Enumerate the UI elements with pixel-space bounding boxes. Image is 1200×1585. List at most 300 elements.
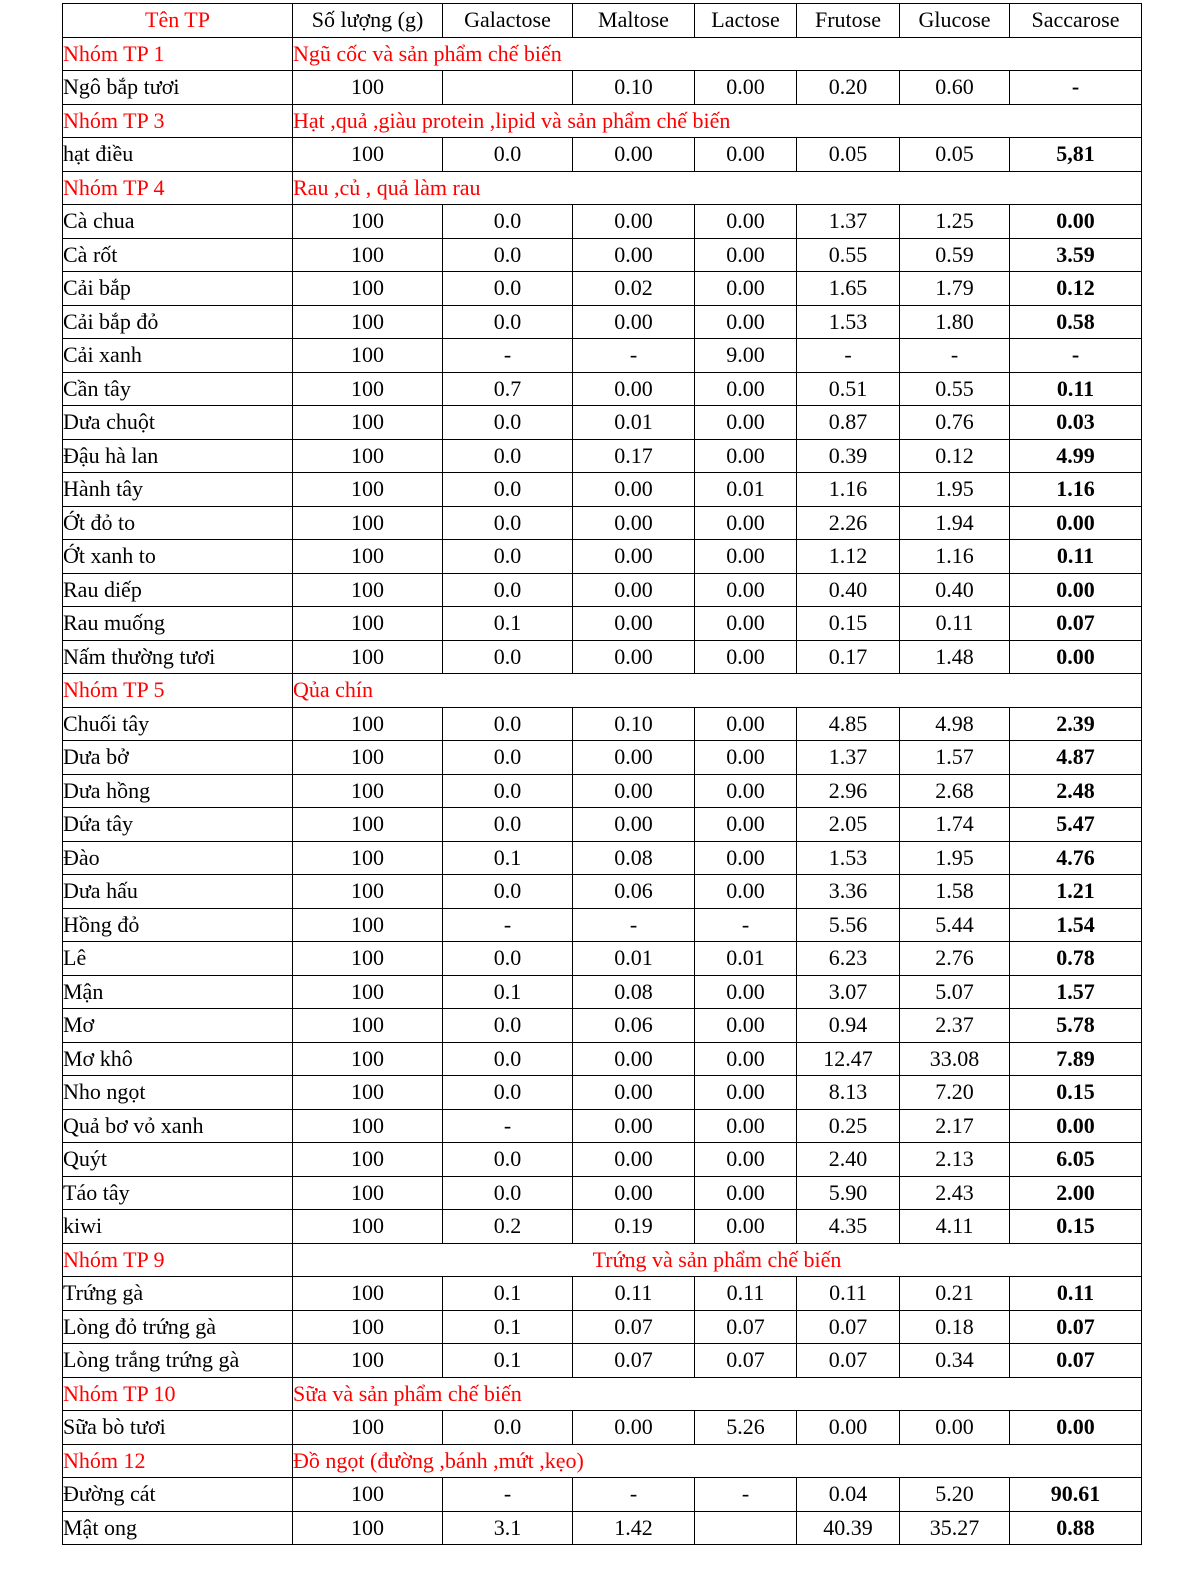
table-row: [63, 774, 1142, 808]
header-glucose: Glucose: [900, 4, 1010, 38]
food-name: Nấm thường tươi: [63, 640, 293, 674]
food-name: Đào: [63, 841, 293, 875]
group-name: Nhóm TP 5: [63, 674, 293, 708]
saccarose-cell: 0.00: [1010, 1109, 1142, 1143]
quantity-cell: 100: [293, 908, 443, 942]
glucose-cell: 1.94: [900, 506, 1010, 540]
header-frutose: Frutose: [797, 4, 900, 38]
glucose-cell: 0.40: [900, 573, 1010, 607]
galactose-cell: 0.1: [443, 1344, 573, 1378]
saccarose-cell: 0.78: [1010, 942, 1142, 976]
table-row: [63, 808, 1142, 842]
frutose-cell: 4.35: [797, 1210, 900, 1244]
quantity-cell: 100: [293, 1109, 443, 1143]
table-row: [63, 1310, 1142, 1344]
quantity-cell: 100: [293, 707, 443, 741]
table-row: [63, 506, 1142, 540]
maltose-cell: 0.00: [573, 1109, 695, 1143]
quantity-cell: 100: [293, 540, 443, 574]
glucose-cell: 7.20: [900, 1076, 1010, 1110]
food-name: Rau diếp: [63, 573, 293, 607]
quantity-cell: 100: [293, 1310, 443, 1344]
quantity-cell: 100: [293, 841, 443, 875]
saccarose-cell: 0.07: [1010, 1344, 1142, 1378]
frutose-cell: 6.23: [797, 942, 900, 976]
galactose-cell: -: [443, 1109, 573, 1143]
food-name: Mơ khô: [63, 1042, 293, 1076]
galactose-cell: 0.0: [443, 238, 573, 272]
glucose-cell: 2.37: [900, 1009, 1010, 1043]
galactose-cell: 0.0: [443, 272, 573, 306]
frutose-cell: 0.00: [797, 1411, 900, 1445]
maltose-cell: 0.00: [573, 305, 695, 339]
frutose-cell: 1.12: [797, 540, 900, 574]
glucose-cell: 0.60: [900, 71, 1010, 105]
maltose-cell: -: [573, 1478, 695, 1512]
lactose-cell: 0.00: [695, 741, 797, 775]
glucose-cell: 4.11: [900, 1210, 1010, 1244]
lactose-cell: -: [695, 1478, 797, 1512]
glucose-cell: -: [900, 339, 1010, 373]
food-name: Hành tây: [63, 473, 293, 507]
table-row: [63, 1076, 1142, 1110]
glucose-cell: 4.98: [900, 707, 1010, 741]
galactose-cell: 3.1: [443, 1511, 573, 1545]
maltose-cell: 0.00: [573, 741, 695, 775]
frutose-cell: 0.05: [797, 138, 900, 172]
frutose-cell: -: [797, 339, 900, 373]
galactose-cell: 0.0: [443, 1411, 573, 1445]
food-name: Cải bắp: [63, 272, 293, 306]
food-name: Quả bơ vỏ xanh: [63, 1109, 293, 1143]
glucose-cell: 5.44: [900, 908, 1010, 942]
maltose-cell: 1.42: [573, 1511, 695, 1545]
frutose-cell: 2.96: [797, 774, 900, 808]
glucose-cell: 1.58: [900, 875, 1010, 909]
table-row: [63, 1210, 1142, 1244]
galactose-cell: 0.1: [443, 1310, 573, 1344]
header-maltose: Maltose: [573, 4, 695, 38]
food-name: Trứng gà: [63, 1277, 293, 1311]
group-row: [63, 1243, 1142, 1277]
food-name: Lòng đỏ trứng gà: [63, 1310, 293, 1344]
galactose-cell: 0.0: [443, 506, 573, 540]
maltose-cell: 0.01: [573, 942, 695, 976]
glucose-cell: 2.76: [900, 942, 1010, 976]
lactose-cell: 0.00: [695, 406, 797, 440]
table-row: [63, 238, 1142, 272]
maltose-cell: 0.00: [573, 1176, 695, 1210]
quantity-cell: 100: [293, 875, 443, 909]
frutose-cell: 1.16: [797, 473, 900, 507]
maltose-cell: 0.17: [573, 439, 695, 473]
group-description: Đồ ngọt (đường ,bánh ,mứt ,kẹo): [293, 1444, 1142, 1478]
frutose-cell: 4.85: [797, 707, 900, 741]
maltose-cell: 0.07: [573, 1344, 695, 1378]
header-quantity: Số lượng (g): [293, 4, 443, 38]
table-row: [63, 406, 1142, 440]
group-name: Nhóm TP 10: [63, 1377, 293, 1411]
galactose-cell: -: [443, 339, 573, 373]
galactose-cell: 0.0: [443, 640, 573, 674]
frutose-cell: 0.11: [797, 1277, 900, 1311]
lactose-cell: 0.00: [695, 774, 797, 808]
food-name: Hồng đỏ: [63, 908, 293, 942]
saccarose-cell: 0.11: [1010, 372, 1142, 406]
saccarose-cell: 6.05: [1010, 1143, 1142, 1177]
saccarose-cell: 0.07: [1010, 607, 1142, 641]
lactose-cell: 0.00: [695, 1143, 797, 1177]
table-row: [63, 942, 1142, 976]
header-saccarose: Saccarose: [1010, 4, 1142, 38]
lactose-cell: 0.00: [695, 707, 797, 741]
saccarose-cell: 0.12: [1010, 272, 1142, 306]
lactose-cell: 0.01: [695, 473, 797, 507]
quantity-cell: 100: [293, 439, 443, 473]
saccarose-cell: 0.00: [1010, 1411, 1142, 1445]
lactose-cell: 5.26: [695, 1411, 797, 1445]
maltose-cell: 0.00: [573, 473, 695, 507]
quantity-cell: 100: [293, 1176, 443, 1210]
maltose-cell: 0.01: [573, 406, 695, 440]
glucose-cell: 1.79: [900, 272, 1010, 306]
saccarose-cell: -: [1010, 71, 1142, 105]
table-row: [63, 1143, 1142, 1177]
table-row: [63, 707, 1142, 741]
frutose-cell: 1.53: [797, 841, 900, 875]
glucose-cell: 0.34: [900, 1344, 1010, 1378]
saccarose-cell: 90.61: [1010, 1478, 1142, 1512]
frutose-cell: 0.07: [797, 1344, 900, 1378]
galactose-cell: 0.0: [443, 305, 573, 339]
glucose-cell: 0.76: [900, 406, 1010, 440]
quantity-cell: 100: [293, 1042, 443, 1076]
lactose-cell: [695, 1511, 797, 1545]
table-row: [63, 841, 1142, 875]
table-row: [63, 473, 1142, 507]
quantity-cell: 100: [293, 774, 443, 808]
food-name: Mơ: [63, 1009, 293, 1043]
saccarose-cell: 0.07: [1010, 1310, 1142, 1344]
glucose-cell: 1.25: [900, 205, 1010, 239]
frutose-cell: 0.39: [797, 439, 900, 473]
quantity-cell: 100: [293, 942, 443, 976]
table-row: [63, 1109, 1142, 1143]
group-row: [63, 104, 1142, 138]
lactose-cell: 0.07: [695, 1310, 797, 1344]
quantity-cell: 100: [293, 506, 443, 540]
frutose-cell: 1.37: [797, 741, 900, 775]
lactose-cell: 0.00: [695, 272, 797, 306]
group-description: Rau ,củ , quả làm rau: [293, 171, 1142, 205]
lactose-cell: 0.00: [695, 607, 797, 641]
galactose-cell: 0.1: [443, 1277, 573, 1311]
saccarose-cell: 4.99: [1010, 439, 1142, 473]
lactose-cell: 0.11: [695, 1277, 797, 1311]
frutose-cell: 0.04: [797, 1478, 900, 1512]
table-row: [63, 305, 1142, 339]
maltose-cell: 0.08: [573, 841, 695, 875]
maltose-cell: 0.00: [573, 573, 695, 607]
food-name: Ngô bắp tươi: [63, 71, 293, 105]
galactose-cell: 0.0: [443, 1042, 573, 1076]
saccarose-cell: 0.15: [1010, 1210, 1142, 1244]
galactose-cell: 0.7: [443, 372, 573, 406]
quantity-cell: 100: [293, 975, 443, 1009]
table-row: [63, 1277, 1142, 1311]
glucose-cell: 1.16: [900, 540, 1010, 574]
saccarose-cell: 7.89: [1010, 1042, 1142, 1076]
food-name: Cải xanh: [63, 339, 293, 373]
saccarose-cell: 5,81: [1010, 138, 1142, 172]
group-row: [63, 37, 1142, 71]
table-row: [63, 1411, 1142, 1445]
galactose-cell: 0.1: [443, 975, 573, 1009]
table-row: [63, 1009, 1142, 1043]
saccarose-cell: 2.00: [1010, 1176, 1142, 1210]
frutose-cell: 1.37: [797, 205, 900, 239]
saccarose-cell: 0.58: [1010, 305, 1142, 339]
galactose-cell: 0.0: [443, 1176, 573, 1210]
food-name: Đậu hà lan: [63, 439, 293, 473]
table-row: [63, 1344, 1142, 1378]
quantity-cell: 100: [293, 272, 443, 306]
saccarose-cell: 0.11: [1010, 1277, 1142, 1311]
table-row: [63, 908, 1142, 942]
frutose-cell: 0.87: [797, 406, 900, 440]
quantity-cell: 100: [293, 1411, 443, 1445]
quantity-cell: 100: [293, 1076, 443, 1110]
galactose-cell: 0.0: [443, 774, 573, 808]
glucose-cell: 1.48: [900, 640, 1010, 674]
food-name: Sữa bò tươi: [63, 1411, 293, 1445]
galactose-cell: 0.0: [443, 473, 573, 507]
lactose-cell: 0.00: [695, 1210, 797, 1244]
lactose-cell: -: [695, 908, 797, 942]
quantity-cell: 100: [293, 1210, 443, 1244]
frutose-cell: 1.53: [797, 305, 900, 339]
frutose-cell: 0.94: [797, 1009, 900, 1043]
lactose-cell: 0.00: [695, 71, 797, 105]
quantity-cell: 100: [293, 339, 443, 373]
quantity-cell: 100: [293, 741, 443, 775]
glucose-cell: 2.17: [900, 1109, 1010, 1143]
food-name: kiwi: [63, 1210, 293, 1244]
frutose-cell: 12.47: [797, 1042, 900, 1076]
frutose-cell: 1.65: [797, 272, 900, 306]
lactose-cell: 9.00: [695, 339, 797, 373]
quantity-cell: 100: [293, 238, 443, 272]
galactose-cell: 0.0: [443, 406, 573, 440]
table-row: [63, 205, 1142, 239]
food-name: Cần tây: [63, 372, 293, 406]
maltose-cell: 0.10: [573, 707, 695, 741]
galactose-cell: 0.0: [443, 205, 573, 239]
table-row: [63, 875, 1142, 909]
saccarose-cell: 1.54: [1010, 908, 1142, 942]
saccarose-cell: 0.00: [1010, 506, 1142, 540]
saccarose-cell: 2.39: [1010, 707, 1142, 741]
maltose-cell: 0.00: [573, 540, 695, 574]
lactose-cell: 0.00: [695, 372, 797, 406]
header-galactose: Galactose: [443, 4, 573, 38]
lactose-cell: 0.00: [695, 138, 797, 172]
group-description: Sữa và sản phẩm chế biến: [293, 1377, 1142, 1411]
galactose-cell: -: [443, 1478, 573, 1512]
food-name: Dưa hấu: [63, 875, 293, 909]
table-row: [63, 573, 1142, 607]
lactose-cell: 0.00: [695, 1076, 797, 1110]
saccarose-cell: 4.76: [1010, 841, 1142, 875]
maltose-cell: 0.10: [573, 71, 695, 105]
saccarose-cell: 1.57: [1010, 975, 1142, 1009]
group-name: Nhóm TP 3: [63, 104, 293, 138]
saccarose-cell: 0.03: [1010, 406, 1142, 440]
glucose-cell: 0.12: [900, 439, 1010, 473]
lactose-cell: 0.00: [695, 439, 797, 473]
frutose-cell: 5.90: [797, 1176, 900, 1210]
saccarose-cell: 0.00: [1010, 640, 1142, 674]
food-name: Dứa tây: [63, 808, 293, 842]
frutose-cell: 5.56: [797, 908, 900, 942]
quantity-cell: 100: [293, 573, 443, 607]
food-name: Cà chua: [63, 205, 293, 239]
maltose-cell: 0.00: [573, 1143, 695, 1177]
maltose-cell: 0.00: [573, 607, 695, 641]
food-name: Mận: [63, 975, 293, 1009]
quantity-cell: 100: [293, 1344, 443, 1378]
quantity-cell: 100: [293, 1478, 443, 1512]
saccarose-cell: 4.87: [1010, 741, 1142, 775]
frutose-cell: 2.40: [797, 1143, 900, 1177]
quantity-cell: 100: [293, 305, 443, 339]
galactose-cell: 0.0: [443, 875, 573, 909]
lactose-cell: 0.00: [695, 975, 797, 1009]
food-name: Nho ngọt: [63, 1076, 293, 1110]
lactose-cell: 0.00: [695, 875, 797, 909]
maltose-cell: 0.08: [573, 975, 695, 1009]
table-row: [63, 439, 1142, 473]
galactose-cell: 0.0: [443, 942, 573, 976]
glucose-cell: 35.27: [900, 1511, 1010, 1545]
food-name: Mật ong: [63, 1511, 293, 1545]
saccarose-cell: 1.21: [1010, 875, 1142, 909]
lactose-cell: 0.07: [695, 1344, 797, 1378]
maltose-cell: 0.19: [573, 1210, 695, 1244]
saccarose-cell: 0.15: [1010, 1076, 1142, 1110]
maltose-cell: 0.02: [573, 272, 695, 306]
glucose-cell: 0.00: [900, 1411, 1010, 1445]
group-description: Hạt ,quả ,giàu protein ,lipid và sản phẩm chế biến: [293, 104, 1142, 138]
maltose-cell: -: [573, 908, 695, 942]
quantity-cell: 100: [293, 607, 443, 641]
frutose-cell: 0.20: [797, 71, 900, 105]
maltose-cell: 0.00: [573, 372, 695, 406]
galactose-cell: 0.0: [443, 540, 573, 574]
glucose-cell: 33.08: [900, 1042, 1010, 1076]
food-name: Táo tây: [63, 1176, 293, 1210]
food-name: Ớt xanh to: [63, 540, 293, 574]
maltose-cell: 0.07: [573, 1310, 695, 1344]
galactose-cell: -: [443, 908, 573, 942]
food-name: Chuối tây: [63, 707, 293, 741]
saccarose-cell: 0.88: [1010, 1511, 1142, 1545]
glucose-cell: 1.95: [900, 841, 1010, 875]
glucose-cell: 1.95: [900, 473, 1010, 507]
saccarose-cell: 1.16: [1010, 473, 1142, 507]
group-description: Qủa chín: [293, 674, 1142, 708]
food-name: Dưa bở: [63, 741, 293, 775]
lactose-cell: 0.00: [695, 205, 797, 239]
galactose-cell: 0.1: [443, 607, 573, 641]
lactose-cell: 0.00: [695, 1109, 797, 1143]
lactose-cell: 0.01: [695, 942, 797, 976]
food-name: Dưa chuột: [63, 406, 293, 440]
quantity-cell: 100: [293, 406, 443, 440]
glucose-cell: 1.74: [900, 808, 1010, 842]
quantity-cell: 100: [293, 808, 443, 842]
glucose-cell: 2.13: [900, 1143, 1010, 1177]
food-name: Quýt: [63, 1143, 293, 1177]
group-description: Trứng và sản phẩm chế biến: [293, 1243, 1142, 1277]
frutose-cell: 40.39: [797, 1511, 900, 1545]
group-row: [63, 1444, 1142, 1478]
lactose-cell: 0.00: [695, 305, 797, 339]
quantity-cell: 100: [293, 1143, 443, 1177]
group-name: Nhóm TP 1: [63, 37, 293, 71]
maltose-cell: 0.00: [573, 808, 695, 842]
frutose-cell: 0.55: [797, 238, 900, 272]
lactose-cell: 0.00: [695, 808, 797, 842]
table-body: [63, 37, 1142, 1545]
galactose-cell: [443, 71, 573, 105]
table-row: [63, 1511, 1142, 1545]
glucose-cell: 2.68: [900, 774, 1010, 808]
quantity-cell: 100: [293, 473, 443, 507]
frutose-cell: 0.17: [797, 640, 900, 674]
frutose-cell: 0.07: [797, 1310, 900, 1344]
header-lactose: Lactose: [695, 4, 797, 38]
food-name: hạt điều: [63, 138, 293, 172]
food-name: Rau muống: [63, 607, 293, 641]
table-row: [63, 640, 1142, 674]
galactose-cell: 0.0: [443, 1143, 573, 1177]
quantity-cell: 100: [293, 1277, 443, 1311]
galactose-cell: 0.1: [443, 841, 573, 875]
table-row: [63, 975, 1142, 1009]
lactose-cell: 0.00: [695, 540, 797, 574]
saccarose-cell: 3.59: [1010, 238, 1142, 272]
quantity-cell: 100: [293, 71, 443, 105]
food-name: Dưa hồng: [63, 774, 293, 808]
maltose-cell: 0.00: [573, 640, 695, 674]
glucose-cell: 1.80: [900, 305, 1010, 339]
frutose-cell: 0.40: [797, 573, 900, 607]
table-row: [63, 138, 1142, 172]
quantity-cell: 100: [293, 640, 443, 674]
food-name: Lòng trắng trứng gà: [63, 1344, 293, 1378]
frutose-cell: 2.26: [797, 506, 900, 540]
table-row: [63, 540, 1142, 574]
glucose-cell: 5.07: [900, 975, 1010, 1009]
galactose-cell: 0.0: [443, 439, 573, 473]
frutose-cell: 3.36: [797, 875, 900, 909]
food-name: Cải bắp đỏ: [63, 305, 293, 339]
lactose-cell: 0.00: [695, 506, 797, 540]
glucose-cell: 0.11: [900, 607, 1010, 641]
quantity-cell: 100: [293, 205, 443, 239]
lactose-cell: 0.00: [695, 1042, 797, 1076]
